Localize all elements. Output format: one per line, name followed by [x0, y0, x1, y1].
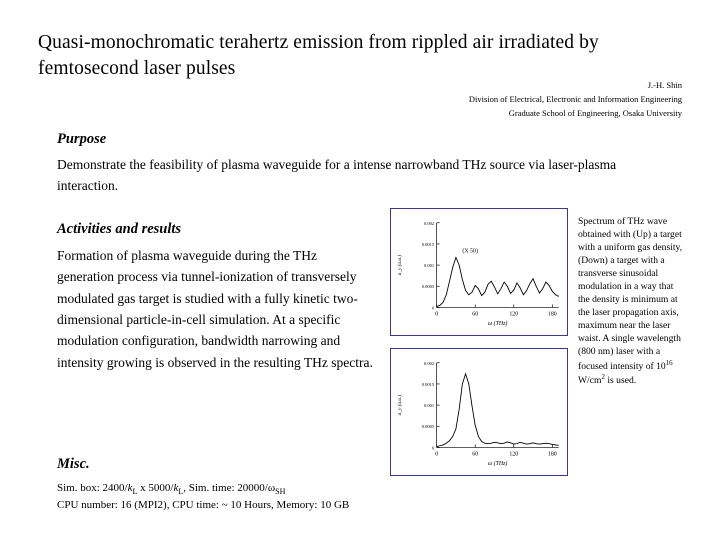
svg-text:0: 0 [435, 451, 439, 458]
caption-intensity-exponent: 16 [665, 358, 673, 367]
title-block [38, 30, 638, 81]
caption-line-15: (800 nm) laser with [578, 346, 654, 358]
spectrum-chart-uniform [390, 208, 568, 336]
misc-sim-box-mid: x 5000/ [137, 482, 174, 494]
caption-line-8: modulation in a way [578, 281, 657, 293]
caption-intensity-suffix: is [604, 374, 614, 386]
caption-line-16: a focused intensity [578, 346, 661, 372]
misc-omega-sub: SH [275, 487, 286, 497]
misc-heading: Misc. [57, 456, 90, 472]
spectrum-chart-uniform-svg [391, 209, 567, 335]
caption-line-1: Spectrum of THz [578, 216, 645, 227]
caption-line-14: A single wavelength [602, 333, 681, 345]
misc-sim-time-prefix: , Sim. time: 20000/ [183, 482, 268, 494]
caption-line-4: uniform gas density, [604, 242, 683, 254]
page-title: Quasi-monochromatic terahertz emission from rippled air irradiated by femtosecond laser pulses [38, 32, 599, 79]
caption-line-13: the laser waist. [578, 320, 671, 345]
svg-text:ω (THz): ω (THz) [488, 461, 508, 468]
svg-text:0: 0 [435, 311, 439, 318]
caption-unit-exponent: 2 [601, 372, 605, 381]
caption-line-2: wave obtained with [578, 216, 668, 241]
activities-body: Formation of plasma waveguide during the THz generation process via tunnel-ionization of transversely modulated gas target is studied with a fully kinetic two-dimensional particle-in-cell simulation. At a specific modulation configuration, bandwidth narrowing and intensity growing is observed in the resulting THz spectra. [57, 248, 373, 370]
svg-text:120: 120 [509, 311, 519, 318]
spectrum-chart-modulated-svg [391, 349, 567, 475]
author-affiliation-1: Division of Electrical, Electronic and Information Engineering [468, 94, 682, 105]
svg-text:0: 0 [431, 305, 435, 311]
caption-line-3: (Up) a target with a [578, 229, 682, 254]
svg-text:a_y (a.u.): a_y (a.u.) [397, 254, 404, 276]
misc-k-sub-2: L [178, 487, 184, 497]
chart-modulated-group [396, 361, 559, 467]
caption-line-12: axis, maximum near [578, 307, 679, 332]
author-affiliation-2: Graduate School of Engineering, Osaka University [508, 108, 682, 119]
svg-text:0: 0 [431, 445, 435, 451]
purpose-body: Demonstrate the feasibility of plasma waveguide for a intense narrowband THz source via laser-plasma interaction. [57, 157, 617, 193]
activities-heading: Activities and results [57, 221, 182, 237]
svg-text:0.0005: 0.0005 [421, 284, 435, 290]
misc-sim-box-prefix: Sim. box: 2400/ [57, 482, 128, 494]
misc-k-symbol-2: k [173, 482, 179, 494]
caption-line-18: used. [616, 374, 637, 386]
misc-omega-symbol: ω [267, 482, 276, 494]
spectrum-chart-modulated [390, 348, 568, 476]
svg-text:ω (THz): ω (THz) [488, 321, 508, 328]
svg-text:180: 180 [547, 451, 557, 458]
svg-text:0.0015: 0.0015 [421, 381, 435, 387]
svg-text:0.002: 0.002 [424, 360, 435, 366]
purpose-heading: Purpose [57, 131, 107, 147]
svg-text:(X 50): (X 50) [462, 248, 478, 255]
caption-intensity-prefix: of 10 [645, 360, 666, 372]
svg-text:a_y (a.u.): a_y (a.u.) [397, 394, 404, 416]
caption-line-11: laser propagation [592, 307, 659, 319]
svg-text:60: 60 [472, 451, 479, 458]
svg-text:0.0005: 0.0005 [421, 424, 435, 430]
author-block [340, 78, 682, 120]
author-name: J.-H. Shin [647, 80, 682, 90]
caption-line-5: (Down) a target [578, 255, 639, 267]
caption-line-7: sinusoidal [619, 268, 659, 280]
svg-text:120: 120 [509, 451, 519, 458]
caption-intensity-unit: W/cm [578, 374, 602, 386]
misc-line-2: CPU number: 16 (MPI2), CPU time: ~ 10 Hours, Memory: 10 GB [57, 498, 350, 511]
misc-body [57, 481, 527, 514]
caption-line-10: minimum at the [578, 294, 678, 319]
caption-line-6: with a transverse [578, 255, 665, 280]
misc-k-sub-1: L [132, 487, 138, 497]
chart-uniform-group [396, 221, 559, 327]
caption-line-9: that the density is [578, 281, 674, 306]
svg-text:0.001: 0.001 [424, 263, 435, 269]
misc-line-1 [57, 481, 527, 498]
svg-text:60: 60 [472, 311, 479, 318]
svg-text:180: 180 [547, 311, 557, 318]
misc-k-symbol-1: k [127, 482, 133, 494]
svg-text:0.002: 0.002 [424, 220, 435, 226]
svg-text:0.0015: 0.0015 [421, 241, 435, 247]
svg-text:0.001: 0.001 [424, 403, 435, 409]
figure-caption [578, 215, 684, 387]
